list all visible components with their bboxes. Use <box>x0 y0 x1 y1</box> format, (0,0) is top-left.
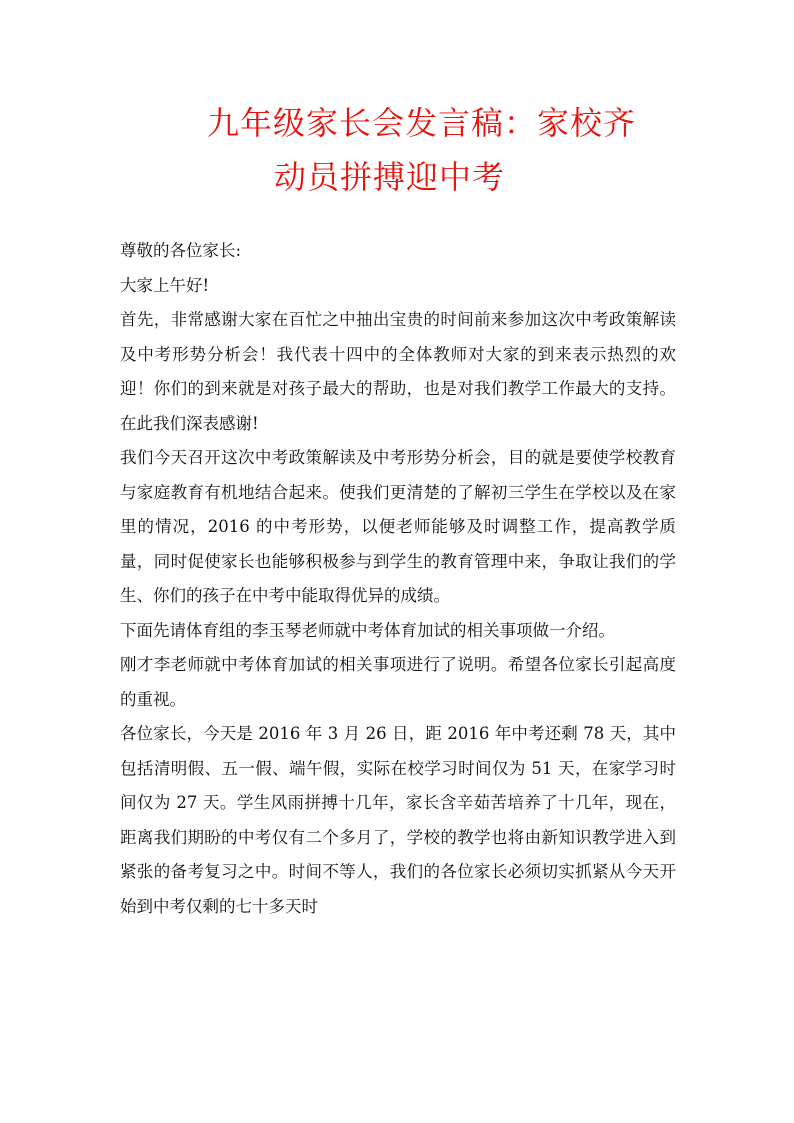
paragraph-thanks: 首先，非常感谢大家在百忙之中抽出宝贵的时间前来参加这次中考政策解读及中考形势分析会！我代表十四中的全体教师对大家的到来表示热烈的欢迎！你们的到来就是对孩子最大的帮助，也是对我们教学工作最大的支持。在此我们深表感谢! <box>120 310 676 433</box>
title-line-1: 九年级家长会发言稿：家校齐 <box>207 104 637 142</box>
paragraph-pe-intro: 下面先请体育组的李玉琴老师就中考体育加试的相关事项做一介绍。 <box>120 620 615 640</box>
paragraph-pe-summary: 刚才李老师就中考体育加试的相关事项进行了说明。希望各位家长引起高度的重视。 <box>120 655 676 709</box>
title-line-2: 动员拼搏迎中考 <box>274 158 506 196</box>
document-title <box>120 96 680 204</box>
paragraph-countdown: 各位家长，今天是 2016 年 3 月 26 日，距 2016 年中考还剩 78 天，其中包括清明假、五一假、端午假，实际在校学习时间仅为 51 天，在家学习时间仅为 27 天。学生风雨拼搏十几年，家长含辛茹苦培养了十几年，现在，距离我们期盼的中考仅有二个多月了，学校的教学也将由新知识教学进入到紧张的备考复习之中。时间不等人，我们的各位家长必须切实抓紧从今天开始到中考仅剩的七十多天时 <box>120 724 676 916</box>
greeting: 大家上午好! <box>120 275 210 295</box>
paragraph-purpose: 我们今天召开这次中考政策解读及中考形势分析会，目的就是要使学校教育与家庭教育有机地结合起来。使我们更清楚的了解初三学生在学校以及在家里的情况，2016 的中考形势，以便老师能够及时调整工作，提高教学质量，同时促使家长也能够积极参与到学生的教育管理中来，争取让我们的学生、你们的孩子在中考中能取得优异的成绩。 <box>120 448 676 605</box>
document-body <box>120 234 676 924</box>
salutation: 尊敬的各位家长: <box>120 241 242 260</box>
